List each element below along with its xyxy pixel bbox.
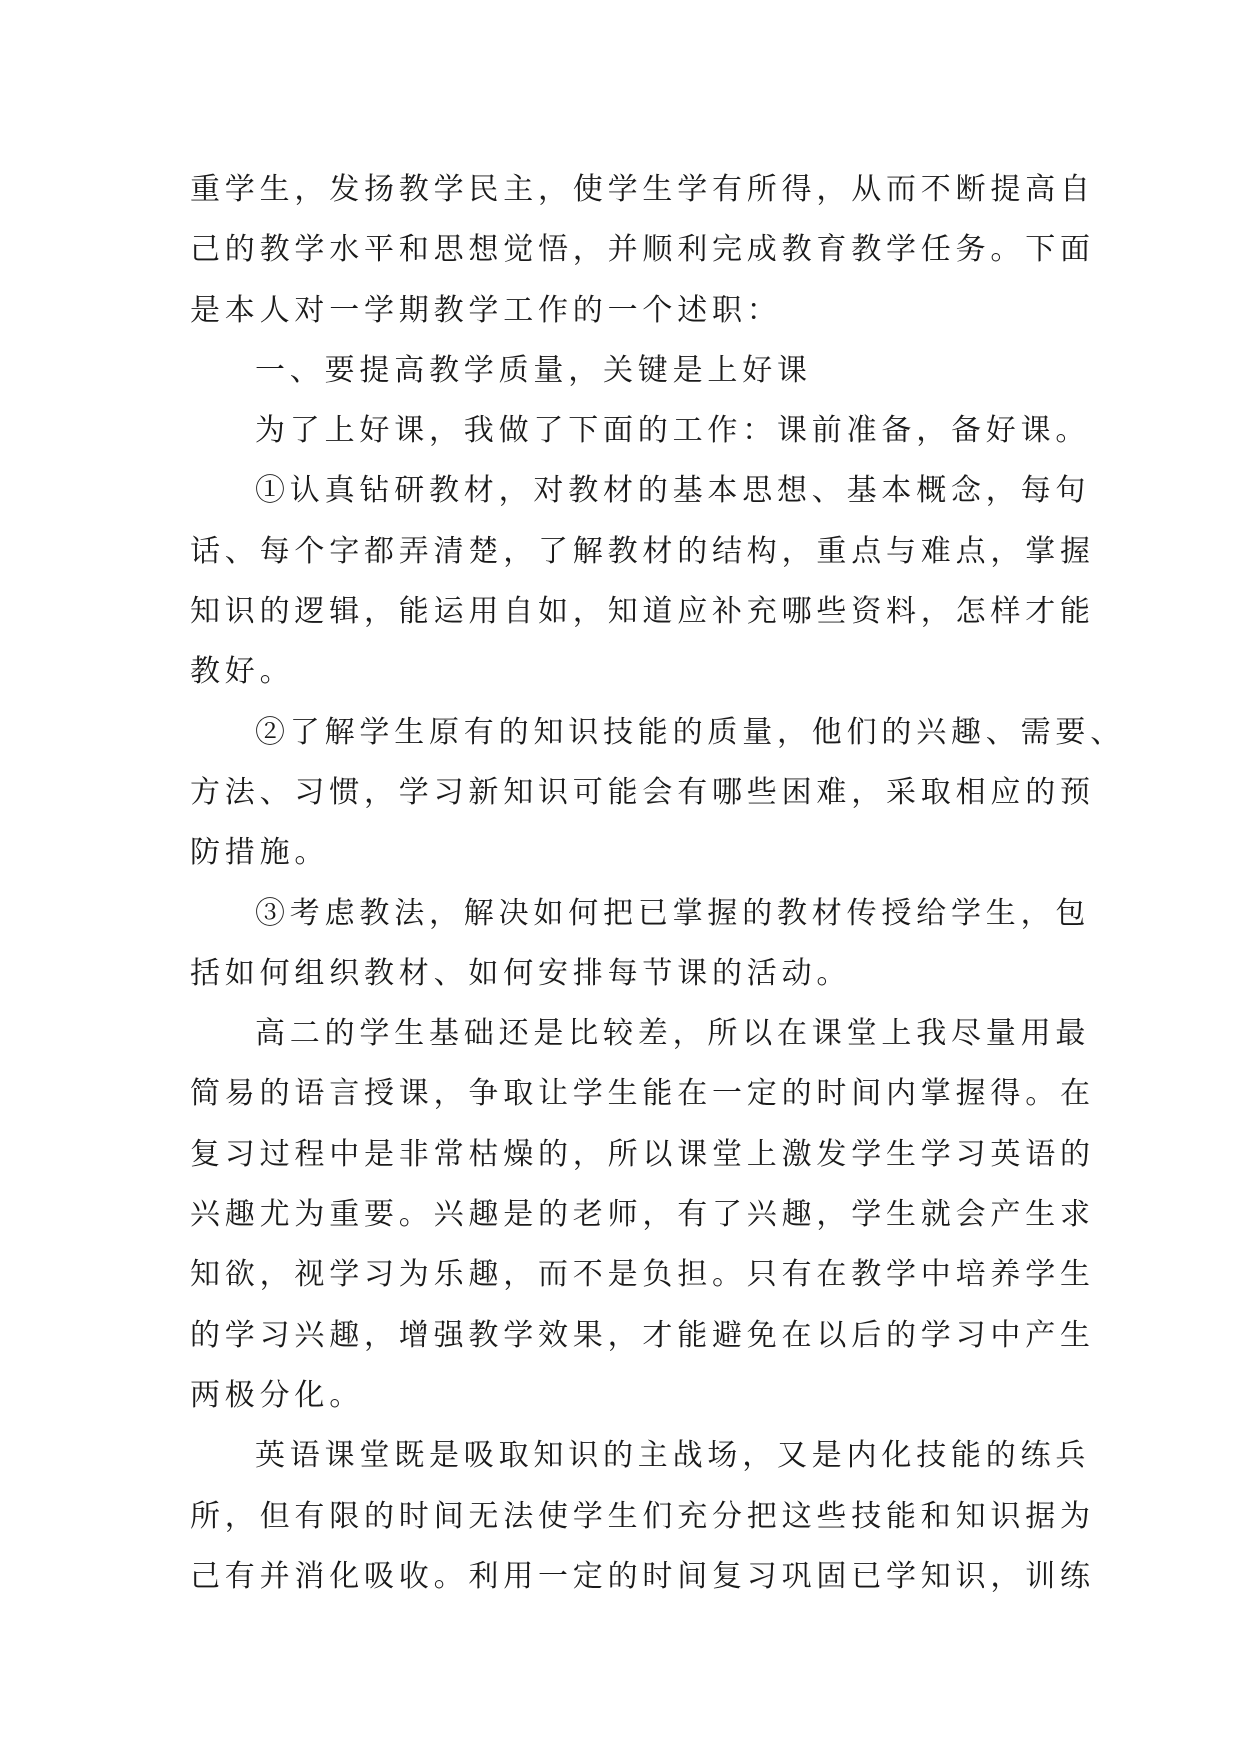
text-line: 兴趣尤为重要。兴趣是的老师，有了兴趣，学生就会产生求 xyxy=(190,1197,1095,1233)
text-line: 己有并消化吸收。利用一定的时间复习巩固已学知识，训练 xyxy=(190,1558,1095,1594)
text-line: 所，但有限的时间无法使学生们充分把这些技能和知识据为 xyxy=(190,1498,1095,1534)
paragraph xyxy=(190,703,1125,884)
text-line: 话、每个字都弄清楚，了解教材的结构，重点与难点，掌握 xyxy=(190,533,1095,569)
text-line: 两极分化。 xyxy=(190,1377,364,1413)
paragraph xyxy=(190,461,1095,702)
paragraph xyxy=(190,341,1052,401)
paragraph xyxy=(190,1004,1095,1426)
text-line: 的学习兴趣，增强教学效果，才能避免在以后的学习中产生 xyxy=(190,1317,1095,1353)
text-line: 高二的学生基础还是比较差，所以在课堂上我尽量用最 xyxy=(255,1016,1091,1052)
paragraph xyxy=(190,401,1091,461)
text-line: ①认真钻研教材，对教材的基本思想、基本概念，每句 xyxy=(255,473,1091,509)
text-line: 己的教学水平和思想觉悟，并顺利完成教育教学任务。下面 xyxy=(190,232,1095,268)
text-line: 括如何组织教材、如何安排每节课的活动。 xyxy=(190,955,852,991)
text-line: 重学生，发扬教学民主，使学生学有所得，从而不断提高自 xyxy=(190,172,1095,207)
text-line: 知欲，视学习为乐趣，而不是负担。只有在教学中培养学生 xyxy=(190,1257,1095,1293)
text-line: 方法、习惯，学习新知识可能会有哪些困难，采取相应的预 xyxy=(190,774,1095,810)
paragraph xyxy=(190,1426,1095,1607)
text-line: 一、要提高教学质量，关键是上好课 xyxy=(255,352,812,388)
text-line: ③考虑教法，解决如何把已掌握的教材传授给学生，包 xyxy=(255,895,1091,931)
text-line: 为了上好课，我做了下面的工作：课前准备，备好课。 xyxy=(255,413,1091,449)
paragraph xyxy=(190,160,1095,341)
text-line: 防措施。 xyxy=(190,835,330,871)
text-line: 是本人对一学期教学工作的一个述职： xyxy=(190,292,782,328)
text-line: 简易的语言授课，争取让学生能在一定的时间内掌握得。在 xyxy=(190,1076,1095,1112)
text-line: 知识的逻辑，能运用自如，知道应补充哪些资料，怎样才能 xyxy=(190,594,1095,630)
paragraph xyxy=(190,884,1091,1005)
document-body xyxy=(190,160,1125,1607)
text-line: 教好。 xyxy=(190,654,295,690)
document-page xyxy=(190,0,1125,1754)
text-line: 复习过程中是非常枯燥的，所以课堂上激发学生学习英语的 xyxy=(190,1136,1095,1172)
text-line: 英语课堂既是吸取知识的主战场，又是内化技能的练兵 xyxy=(255,1438,1091,1474)
text-line: ②了解学生原有的知识技能的质量，他们的兴趣、需要、 xyxy=(255,714,1125,750)
